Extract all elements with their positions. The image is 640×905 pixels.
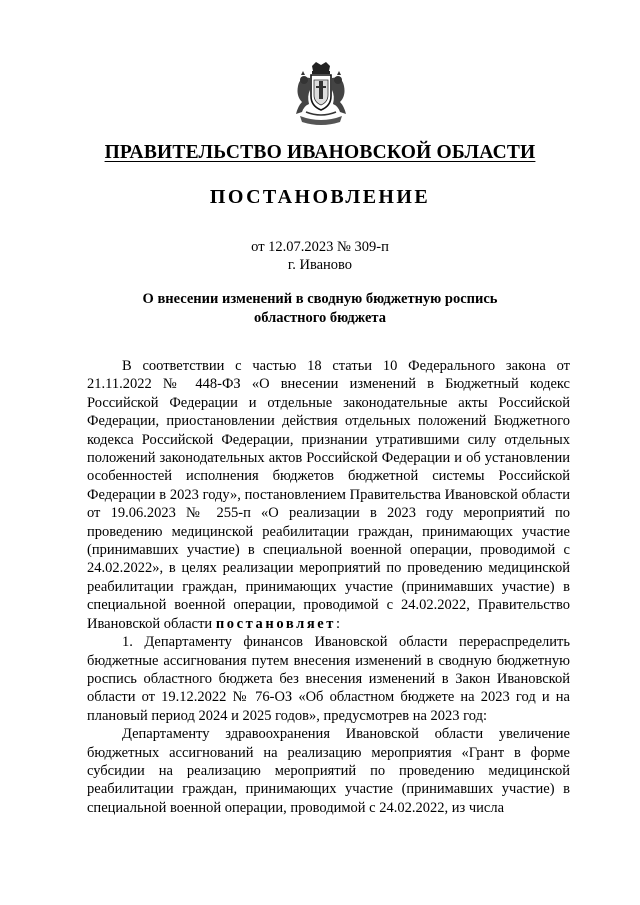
decree-word: постановляет <box>215 615 337 632</box>
preamble-paragraph <box>87 357 570 633</box>
subject-line-2: областного бюджета <box>254 310 386 326</box>
subject-line-1: О внесении изменений в сводную бюджетную роспись <box>142 291 498 307</box>
subject-title <box>0 290 640 328</box>
document-type-title: ПОСТАНОВЛЕНИЕ <box>209 186 431 208</box>
item-1-paragraph: 1. Департаменту финансов Ивановской области перераспределить бюджетные ассигнования путем внесения изменений в сводную бюджетную роспись областного бюджета без внесения изменений в Закон Ивановской области от 19.12.2022 № 76-ОЗ «Об областном бюджете на 2023 год и на плановый период 2024 и 2025 годов», предусмотрев на 2023 год: <box>87 634 570 724</box>
decree-colon: : <box>336 615 341 632</box>
item-1-sub-paragraph: Департаменту здравоохранения Ивановской области увеличение бюджетных ассигнований на реализацию мероприятия «Грант в форме субсидии на реализацию мероприятий по проведению медицинской реабилитации граждан, принимающих участие (принимавших участие) в специальной военной операции, проводимой с 24.02.2022, из числа <box>87 726 570 816</box>
government-title: ПРАВИТЕЛЬСТВО ИВАНОВСКОЙ ОБЛАСТИ <box>104 142 536 163</box>
preamble-text: В соответствии с частью 18 статьи 10 Федерального закона от 21.11.2022 № 448-ФЗ «О внесении изменений в Бюджетный кодекс Российской Федерации и отдельные законодательные акты Российской Федерации, приостановлении действия отдельных положений Бюджетного кодекса Российской Федерации, признании утратившими силу отдельных положений законодательных актов Российской Федерации и об установлении особенностей исполнения бюджетов бюджетной системы Российской Федерации в 2023 году», постановлением Правительства Ивановской области от 19.06.2023 № 255-п «О реализации в 2023 году мероприятий по проведению медицинской реабилитации граждан, принимающих участие (принимавших участие) в специальной военной операции, проводимой с 24.02.2022», в целях реализации мероприятий по проведению медицинской реабилитации граждан, принимающих участие (принимавших участие) в специальной военной операции, проводимой с 24.02.2022, Правительство Ивановской области <box>87 358 570 632</box>
date-number-line: от 12.07.2023 № 309-п <box>251 239 389 255</box>
city-line: г. Иваново <box>287 257 353 273</box>
document-body <box>87 357 570 817</box>
coat-of-arms-icon <box>290 62 352 128</box>
